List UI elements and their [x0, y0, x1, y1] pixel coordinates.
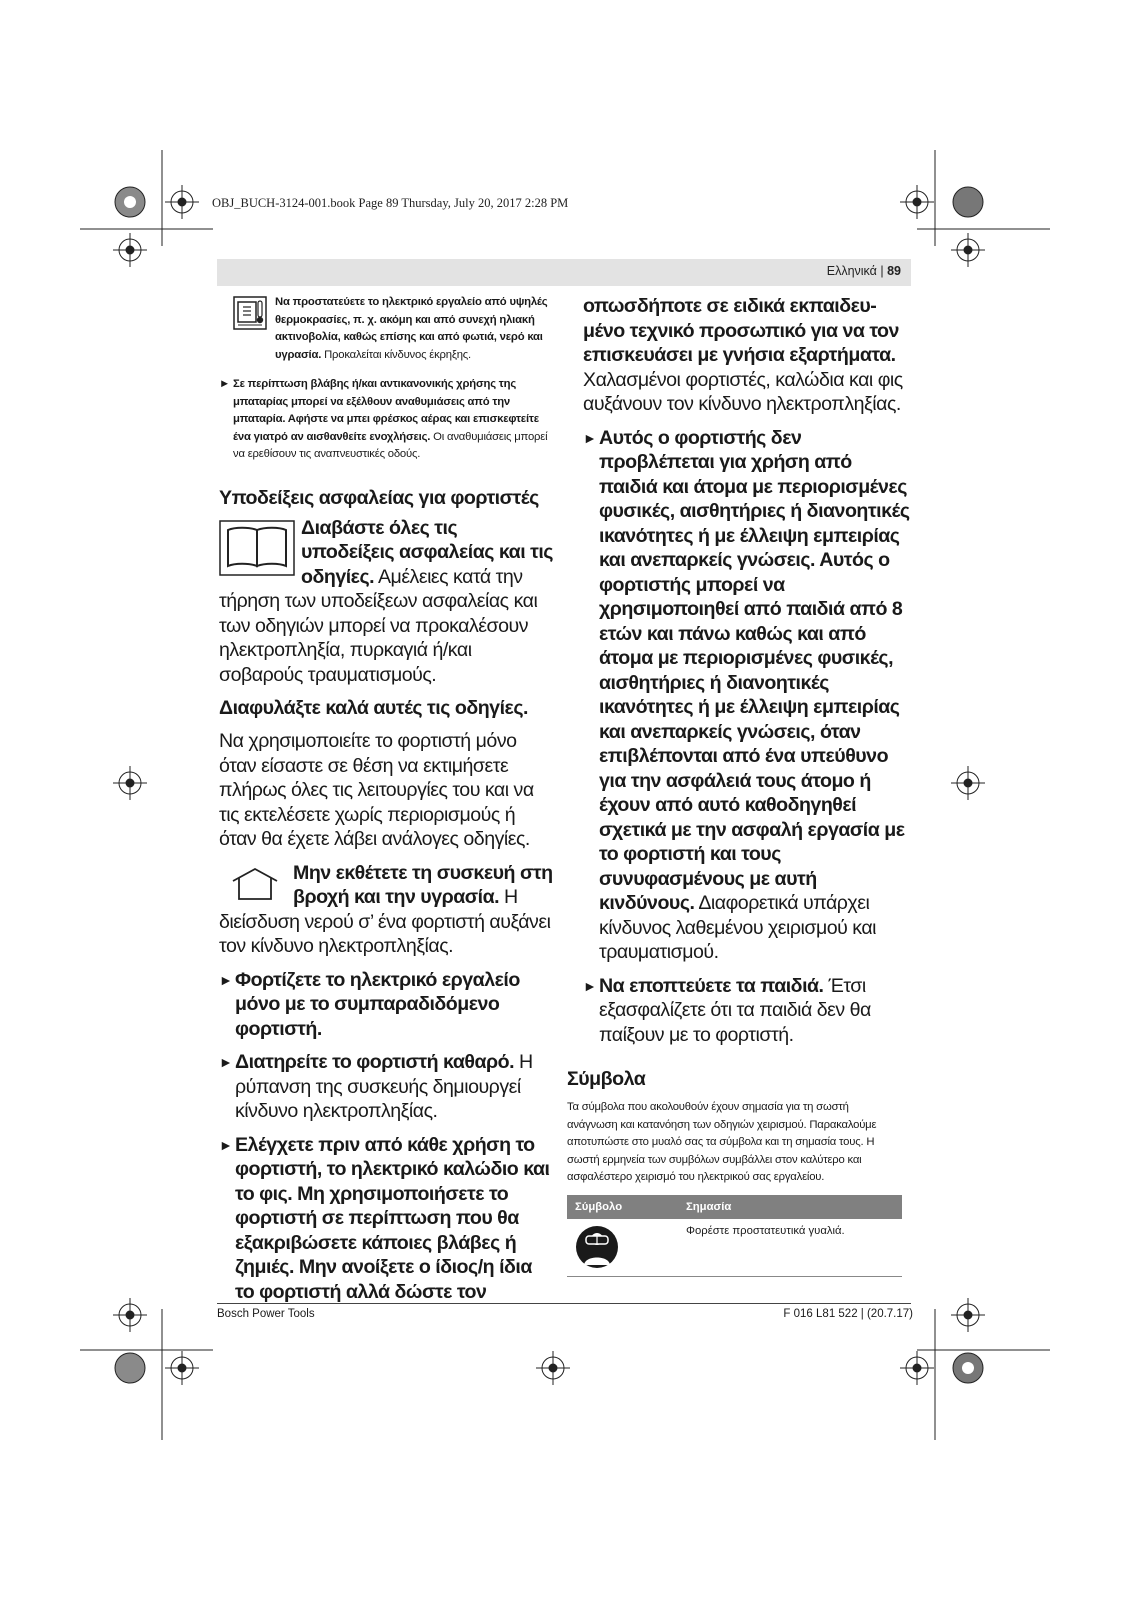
- manual-book-icon: [219, 520, 295, 576]
- heat-warning-bold: Να προστατεύετε το ηλεκτρικό εργαλείο από υψηλές θερμοκρασίες, π. χ. ακόμη και από συνεχή ηλιακή ακτινοβολία, καθώς επίσης και από φωτιά, νερό και υγρασία.: [275, 296, 548, 361]
- bullet-text: Διαφορετικά υπάρχει κίνδυνος λαθεμένου χειρισμού και τραυματισμού.: [599, 892, 877, 963]
- symbol-cell: [567, 1219, 678, 1277]
- symbols-table: [567, 1195, 902, 1277]
- page-number: 89: [887, 264, 901, 278]
- bullet-triangle-icon: ►: [583, 977, 597, 994]
- continuation-text: [583, 294, 913, 417]
- read-instructions-bold: Διαβάστε όλες τις υποδείξεις ασφαλείας και τις οδηγίες.: [301, 516, 553, 588]
- header-language-page: [827, 264, 901, 278]
- bullet-triangle-icon: ►: [219, 378, 230, 390]
- indoor-use-only-icon: [229, 867, 289, 901]
- heat-warning-text: Προκαλείται κίνδυνος έκρηξης.: [321, 348, 471, 361]
- bullet-bold: Διατηρείτε το φορτιστή καθαρό.: [235, 1051, 515, 1074]
- continuation-bold: οπωσδήποτε σε ειδικά εκπαιδευ-μένο τεχνικό προσωπικό για να τον επισκευάσει με γνήσια εξαρτήματα.: [583, 295, 899, 366]
- right-column: [567, 294, 913, 1277]
- keep-instructions: Διαφυλάξτε καλά αυτές τις οδηγίες.: [219, 697, 528, 720]
- bullet-bold: Να εποπτεύετε τα παιδιά.: [599, 974, 824, 997]
- left-column: [219, 294, 554, 1304]
- vapour-warning-text: Οι αναθυμιάσεις μπορεί να ερεθίσουν τις αναπνευστικές οδούς.: [233, 430, 548, 461]
- bullet-bold: Ελέγχετε πριν από κάθε χρήση το φορτιστή, το ηλεκτρικό καλώδιο και το φις. Μη χρησιμοποιήσετε το φορτιστή σε περίπτωση που θα εξακριβώσετε κάποιες βλάβες ή ζημιές. Μην ανοίξετε ο ίδιος/η ίδια το φορτιστή αλλά δώστε τον: [235, 1133, 550, 1303]
- footer-divider: [217, 1303, 911, 1304]
- bullet-triangle-icon: ►: [219, 1054, 233, 1071]
- header-separator: |: [880, 264, 884, 278]
- symbol-column-header: Σύμβολο: [567, 1195, 678, 1219]
- bullet-item: [219, 968, 554, 1042]
- rain-warning-text: Η διείσδυση νερού σ’ ένα φορτιστή αυξάνει τον κίνδυνο ηλεκτροπληξίας.: [219, 886, 551, 958]
- read-instructions-text: Αμέλειες κατά την τήρηση των υποδείξεων ασφαλείας και των οδηγιών μπορεί να προκαλέσουν ηλεκτροπληξία, πυρκαγιά ή/και σοβαρούς τραυματισμούς.: [219, 565, 538, 686]
- bullet-bold: Αυτός ο φορτιστής δεν προβλέπεται για χρήση από παιδιά και άτομα με περιορισμένες φυσικές, αισθητήριες ή διανοητικές ικανότητες ή με έλλειψη εμπειρίας και ανεπαρκείς γνώσεις. Αυτός ο φορτιστής μπορεί να χρησιμοποιηθεί από παιδιά από 8 ετών και πάνω καθώς και από άτομα με περιορισμένες φυσικές, αισθητήριες ή διανοητικές ικανότητες ή με έλλειψη εμπειρίας και ανεπαρκείς γνώσεις, όταν επιβλέπονται από ένα υπεύθυνο για την ασφάλειά τους άτομο ή έχουν από αυτό καθοδηγηθεί σχετικά με την ασφαλή εργασία με το φορτιστή και τους συνυφασμένους με αυτή κινδύνους.: [599, 426, 910, 914]
- page-header-bar: [217, 259, 911, 286]
- bullet-item: [219, 1133, 554, 1305]
- section-title: Υποδείξεις ασφαλείας για φορτιστές: [219, 486, 539, 509]
- vapour-warning: [219, 376, 554, 464]
- bullet-text: Έτσι εξασφαλίζετε ότι τα παιδιά δεν θα παίξουν με το φορτιστή.: [599, 974, 871, 1046]
- meaning-column-header: Σημασία: [678, 1195, 902, 1219]
- table-row: [567, 1219, 902, 1277]
- footer-doc-number: F 016 L81 522 | (20.7.17): [783, 1308, 913, 1320]
- symbols-table-header: [567, 1195, 902, 1219]
- bullet-item: [219, 1050, 554, 1124]
- bullet-item: [583, 974, 913, 1048]
- bullet-triangle-icon: ►: [583, 429, 597, 446]
- usage-paragraph: Να χρησιμοποιείτε το φορτιστή μόνο όταν είσαστε σε θέση να εκτιμήσετε πλήρως όλες τις λειτουργίες του και να τις εκτελέσετε χωρίς περιορισμούς ή όταν θα έχετε λάβει ανάλογες οδηγίες.: [219, 730, 534, 851]
- bullet-item: [583, 426, 913, 965]
- header-language: Ελληνικά: [826, 264, 877, 278]
- footer-brand: Bosch Power Tools: [217, 1308, 315, 1320]
- symbols-title: Σύμβολα: [567, 1068, 646, 1090]
- bullet-text: Η ρύπανση της συσκευής δημιουργεί κίνδυνο ηλεκτροπληξίας.: [235, 1051, 533, 1123]
- bullet-triangle-icon: ►: [219, 971, 233, 988]
- vapour-warning-bold: Σε περίπτωση βλάβης ή/και αντικανονικής χρήσης της μπαταρίας μπορεί να εξέλθουν αναθυμιάσεις από την μπαταρία. Αφήστε να μπει φρέσκος αέρας και επισκεφτείτε ένα γιατρό αν αισθανθείτε ενοχλήσεις.: [233, 378, 539, 443]
- heat-warning: [219, 294, 554, 370]
- meaning-cell: Φορέστε προστατευτικά γυαλιά.: [678, 1219, 902, 1277]
- bullet-bold: Φορτίζετε το ηλεκτρικό εργαλείο μόνο με το συμπαραδιδόμενο φορτιστή.: [235, 968, 520, 1040]
- bullet-triangle-icon: ►: [219, 1136, 233, 1153]
- print-info-line: OBJ_BUCH-3124-001.book Page 89 Thursday, July 20, 2017 2:28 PM: [212, 196, 569, 210]
- symbols-intro: Τα σύμβολα που ακολουθούν έχουν σημασία για τη σωστή ανάγνωση και κατανόηση των οδηγιών χειρισμού. Παρακαλούμε αποτυπώστε στο μυαλό σας τα σύμβολα και τη σημασία τους. Η σωστή ερμηνεία των συμβόλων συμβάλλει στον καλύτερο και ασφαλέστερο χειρισμό του ηλεκτρικού σας εργαλείου.: [567, 1101, 877, 1184]
- continuation-normal: Χαλασμένοι φορτιστές, καλώδια και φις αυξάνουν τον κίνδυνο ηλεκτροπληξίας.: [583, 368, 903, 415]
- rain-warning: [219, 861, 554, 959]
- temperature-warning-icon: [233, 296, 267, 337]
- read-instructions: [219, 516, 554, 688]
- rain-warning-bold: Μην εκθέτετε τη συσκευή στη βροχή και την υγρασία.: [293, 861, 553, 909]
- safety-goggles-icon: [575, 1260, 619, 1272]
